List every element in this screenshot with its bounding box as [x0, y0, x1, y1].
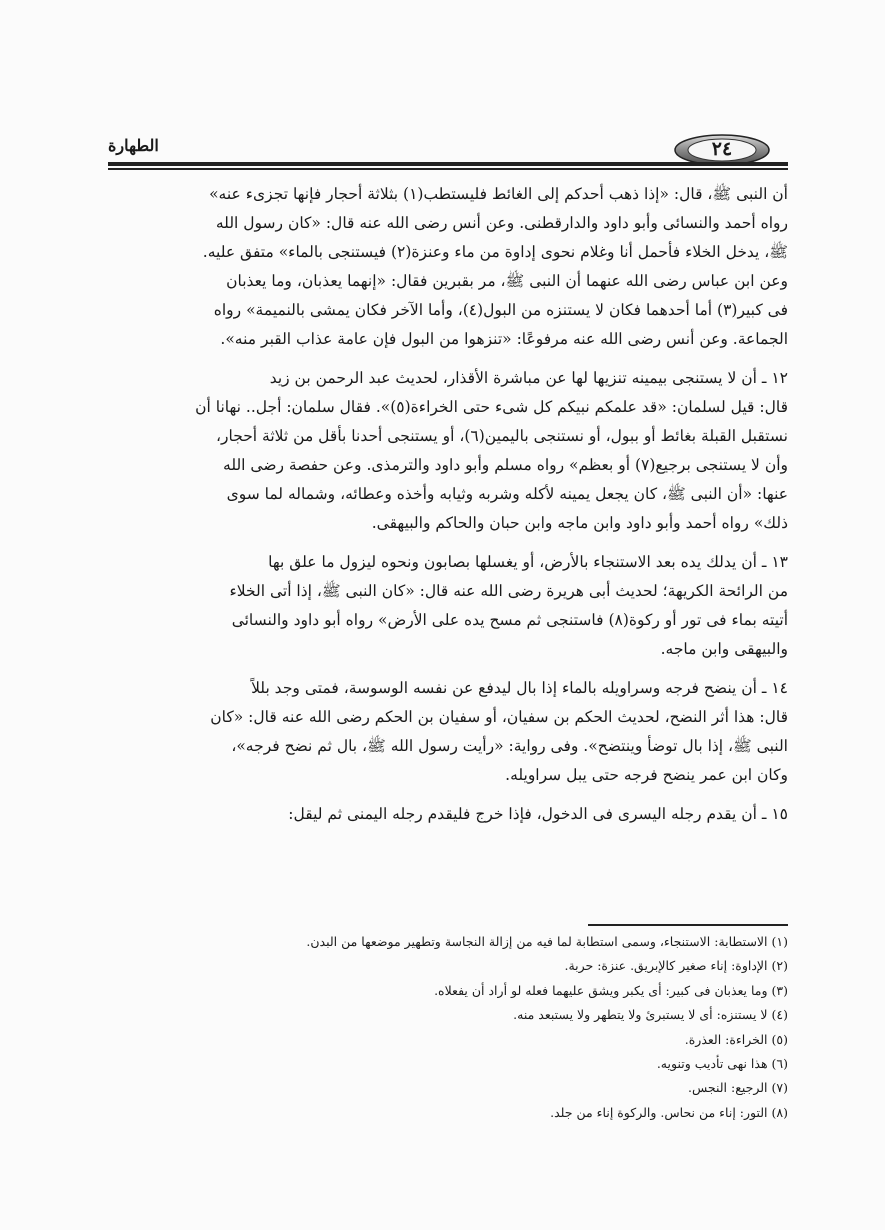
main-text [106, 180, 788, 839]
header-rule-thick [108, 162, 788, 166]
text-line: أن النبى ﷺ، قال: «إذا ذهب أحدكم إلى الغائط فليستطب(١) بثلاثة أحجار فإنها تجزىء عنه» [209, 185, 788, 203]
footnote: (٣) وما يعذبان فى كبير: أى يكبر ويشق عليهما فعله لو أراد أن يفعلاه. [434, 982, 788, 998]
text-line: عنها: «أن النبى ﷺ، كان يجعل يمينه لأكله وشربه وثيابه وأخذه وعطائه، وشماله لما سوى [226, 485, 788, 503]
footnote: (٥) الخراءة: العذرة. [684, 1031, 788, 1047]
text-line: نستقبل القبلة بغائط أو ببول، أو نستنجى باليمين(٦)، أو يستنجى أحدنا بأقل من ثلاثة أحجار، [216, 427, 788, 445]
paragraph [106, 548, 788, 664]
text-line: ١٢ ـ أن لا يستنجى بيمينه تنزيها لها عن مباشرة الأقذار، لحديث عبد الرحمن بن زيد [269, 369, 788, 387]
footnote: (٢) الإداوة: إناء صغير كالإبريق. عنزة: حربة. [564, 958, 788, 974]
footnote: (٤) لا يستنزه: أى لا يستبرئ ولا يتطهر ولا يستبعد منه. [513, 1007, 788, 1023]
text-line: وكان ابن عمر ينضح فرجه حتى يبل سراويله. [505, 766, 788, 784]
section-title: الطهارة [108, 136, 159, 155]
footnote: (٧) الرجيع: النجس. [687, 1080, 788, 1096]
paragraph [106, 364, 788, 538]
text-line: من الرائحة الكريهة؛ لحديث أبى هريرة رضى الله عنه قال: «كان النبى ﷺ، إذا أتى الخلاء [229, 582, 788, 600]
text-line: قال: قيل لسلمان: «قد علمكم نبيكم كل شىء حتى الخراءة(٥)». فقال سلمان: أجل.. نهانا أن [195, 398, 788, 416]
text-line: رواه أحمد والنسائى وأبو داود والدارقطنى. وعن أنس رضى الله عنه قال: «كان رسول الله [215, 214, 788, 232]
text-line: ذلك» رواه أحمد وأبو داود وابن ماجه وابن حبان والحاكم والبيهقى. [371, 514, 788, 532]
text-line: والبيهقى وابن ماجه. [660, 640, 788, 658]
text-line: الجماعة. وعن أنس رضى الله عنه مرفوعًا: «تنزهوا من البول فإن عامة عذاب القبر منه». [220, 330, 788, 348]
text-line: ١٤ ـ أن ينضح فرجه وسراويله بالماء إذا بال ليدفع عن نفسه الوسوسة، فمتى وجد بللاً [251, 679, 788, 697]
text-line: وأن لا يستنجى برجيع(٧) أو بعظم» رواه مسلم وأبو داود والترمذى. وعن حفصة رضى الله [223, 456, 788, 474]
footnote-separator [588, 924, 788, 926]
paragraph [106, 180, 788, 354]
paragraph [106, 800, 788, 829]
text-line: ١٣ ـ أن يدلك يده بعد الاستنجاء بالأرض، أو يغسلها بصابون ونحوه ليزول ما علق بها [268, 553, 788, 571]
page-header [108, 128, 788, 176]
text-line: فى كبير(٣) أما أحدهما فكان لا يستنزه من البول(٤)، وأما الآخر فكان يمشى بالنميمة» رواه [213, 301, 788, 319]
text-line: النبى ﷺ، إذا بال توضأ وينتضح». وفى رواية: «رأيت رسول الله ﷺ، بال ثم نضح فرجه»، [231, 737, 788, 755]
text-line: وعن ابن عباس رضى الله عنهما أن النبى ﷺ، مر بقبرين فقال: «إنهما يعذبان، وما يعذبان [226, 272, 788, 290]
page-number: ٢٤ [711, 138, 733, 160]
footnote: (٦) هذا نهى تأديب وتنويه. [656, 1056, 788, 1072]
text-line: قال: هذا أثر النضح، لحديث الحكم بن سفيان، أو سفيان بن الحكم رضى الله عنه قال: «كان [210, 708, 788, 726]
text-line: ١٥ ـ أن يقدم رجله اليسرى فى الدخول، فإذا خرج فليقدم رجله اليمنى ثم ليقل: [288, 805, 788, 823]
footnote: (٨) التور: إناء من نحاس. والركوة إناء من جلد. [550, 1104, 788, 1120]
paragraph [106, 674, 788, 790]
footnotes [280, 930, 788, 1125]
footnote: (١) الاستطابة: الاستنجاء، وسمى استطابة لما فيه من إزالة النجاسة وتطهير موضعها من البدن. [306, 934, 788, 949]
header-rule-thin [108, 168, 788, 170]
text-line: ﷺ، يدخل الخلاء فأحمل أنا وغلام نحوى إداوة من ماء وعنزة(٢) فيستنجى بالماء» متفق عليه. [202, 243, 788, 261]
text-line: أتيته بماء فى تور أو ركوة(٨) فاستنجى ثم مسح يده على الأرض» رواه أبو داود والنسائى [231, 611, 788, 629]
